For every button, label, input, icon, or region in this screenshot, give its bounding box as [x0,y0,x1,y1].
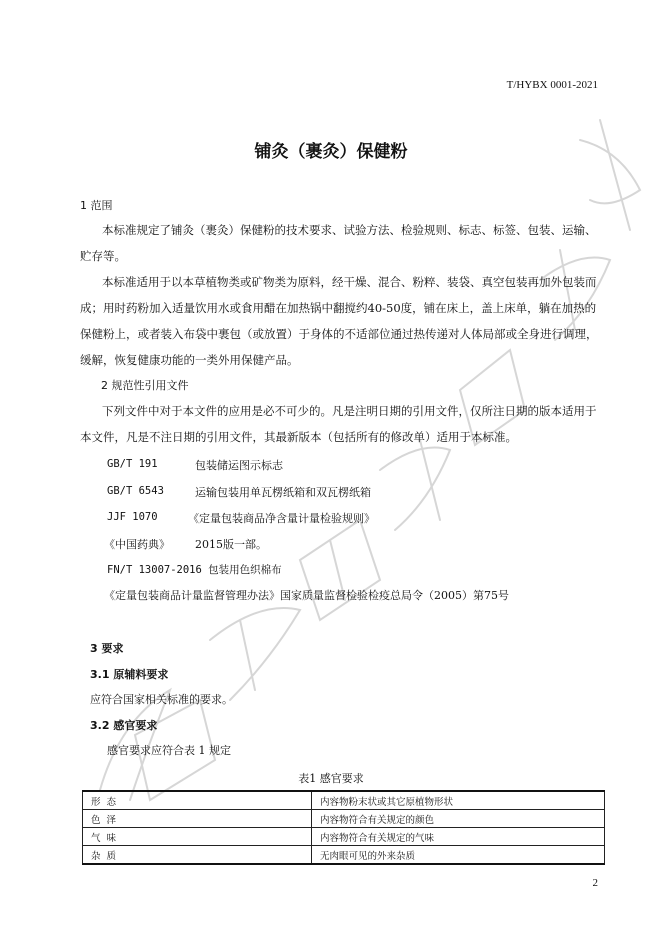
section-3-2-heading: 3.2 感官要求 [90,719,158,732]
table-cell-item: 色泽 [83,810,312,828]
table-row [83,810,605,828]
ref-code: GB/T 191 [107,458,158,470]
ref-title: 包装储运图示标志 [195,459,283,472]
table-cell-item: 形态 [83,791,312,810]
ref-line-5: FN/T 13007-2016 包装用色织棉布 [107,564,282,576]
section-3-heading: 3 要求 [90,642,124,655]
sensory-requirements-table [82,790,605,865]
table-cell-requirement: 内容物粉末状或其它原植物形状 [312,791,605,810]
table-caption: 表1 感官要求 [298,772,364,785]
section-3-1-heading: 3.1 原辅料要求 [90,668,169,681]
ref-line-6: 《定量包装商品计量监督管理办法》国家质量监督检验检疫总局令（2005）第75号 [104,589,509,602]
page-number: 2 [592,877,598,889]
table-row [83,846,605,865]
table-cell-item: 气味 [83,828,312,846]
section-2-paragraph-1: 下列文件中对于本文件的应用是必不可少的。凡是注明日期的引用文件，仅所注日期的版本适用于本文件，凡是不注日期的引用文件，其最新版本（包括所有的修改单）适用于本标准。 [80,404,597,444]
table-cell-item: 杂质 [83,846,312,865]
section-3-2-text: 感官要求应符合表 1 规定 [107,744,231,757]
ref-title: 《定量包装商品净含量计量检验规则》 [188,512,375,525]
section-1-paragraph-2: 本标准适用于以本草植物类或矿物类为原料，经干燥、混合、粉粹、装袋、真空包装再加外包装而成；用时药粉加入适量饮用水或食用醋在加热锅中翻搅约40-50度，铺在床上，盖上床单，躺在加热的保健粉上，或者装入布袋中裹包（或放置）于身体的不适部位通过热传递对人体局部或全身进行调理，缓解，恢复健康功能的一类外用保健产品。 [80,275,598,367]
ref-title: 2015版一部。 [195,538,267,551]
table-cell-requirement: 无肉眼可见的外来杂质 [312,846,605,865]
section-1-heading: 1 范围 [80,199,113,212]
ref-code: JJF 1070 [107,511,158,523]
table-cell-requirement: 内容物符合有关规定的颜色 [312,810,605,828]
ref-code: GB/T 6543 [107,485,164,497]
table-row [83,791,605,810]
ref-code: 《中国药典》 [104,538,170,551]
table-row [83,828,605,846]
section-2-heading: 2 规范性引用文件 [101,379,189,392]
page-title: 铺灸（裹灸）保健粉 [254,142,408,162]
section-3-1-text: 应符合国家相关标准的要求。 [90,693,233,706]
ref-title: 运输包装用单瓦楞纸箱和双瓦楞纸箱 [195,486,371,499]
table-cell-requirement: 内容物符合有关规定的气味 [312,828,605,846]
document-code: T/HYBX 0001-2021 [506,79,598,91]
section-1-paragraph-1: 本标准规定了铺灸（裹灸）保健粉的技术要求、试验方法、检验规则、标志、标签、包装、运输、贮存等。 [80,223,597,263]
